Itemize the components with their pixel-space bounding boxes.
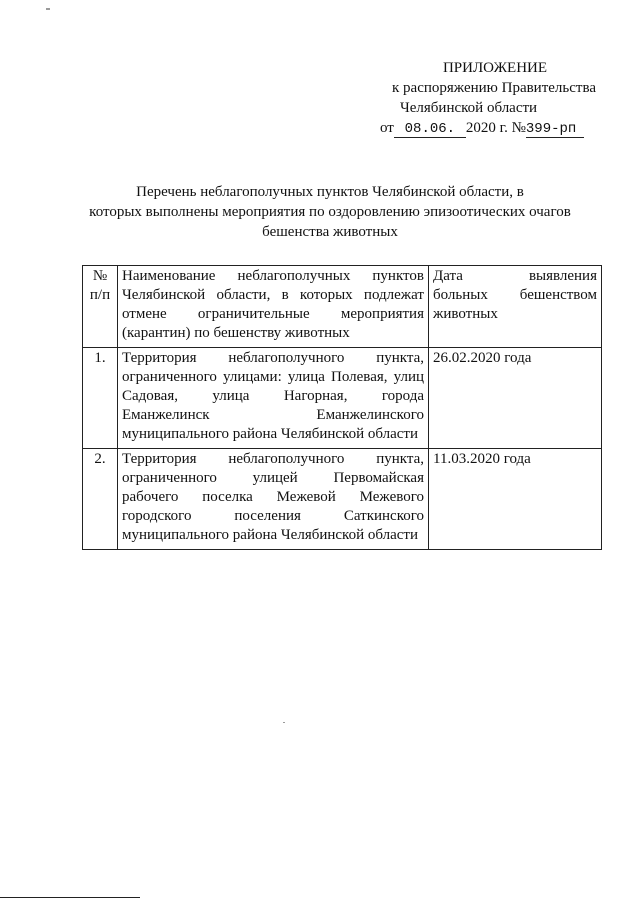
appendix-header (360, 58, 610, 138)
appendix-title: ПРИЛОЖЕНИЕ (442, 60, 548, 76)
header-name-line: Челябинской области, в которых подлежат (122, 287, 424, 303)
row-name-line: рабочего поселка Межевой Межевого (122, 489, 424, 505)
footer-divider (0, 897, 140, 898)
row-name-line: Территория неблагополучного пункта, (122, 451, 424, 467)
row-name-line: Садовая, улица Нагорная, города (122, 388, 424, 404)
order-year: 2020 г. № (465, 120, 526, 136)
document-title-line: бешенства животных (262, 224, 398, 240)
document-title-line: Перечень неблагополучных пунктов Челябинской области, в (136, 184, 524, 200)
header-name-line: (карантин) по бешенству животных (122, 325, 350, 341)
order-number: 399-рп (526, 121, 584, 138)
points-table (82, 265, 602, 550)
row-name-line: городского поселения Саткинского (122, 508, 424, 524)
table-row (83, 449, 602, 550)
scan-speck (46, 8, 50, 10)
document-title-line: которых выполнены мероприятия по оздоровлению эпизоотических очагов (89, 204, 571, 220)
scan-speck (283, 722, 285, 723)
table-header-row (83, 266, 602, 348)
header-num-cell (83, 266, 118, 348)
row-name-cell (118, 449, 429, 550)
row-name-cell (118, 348, 429, 449)
from-prefix: от (380, 120, 394, 136)
header-date-line: Дата выявления (433, 268, 597, 284)
header-num-label: п/п (89, 287, 111, 303)
header-name-line: отмене ограничительные мероприятия (122, 306, 424, 322)
header-date-line: больных бешенством (433, 287, 597, 303)
header-name-cell (118, 266, 429, 348)
header-name-line: Наименование неблагополучных пунктов (122, 268, 424, 284)
row-name-line: Еманжелинск Еманжелинского (122, 407, 424, 423)
appendix-line-order: к распоряжению Правительства (392, 80, 597, 96)
row-name-line: муниципального района Челябинской области (122, 527, 419, 543)
appendix-line-region: Челябинской области (400, 100, 538, 116)
row-name-line: ограниченного улицей Первомайская (122, 470, 424, 486)
header-date-line: животных (433, 306, 498, 322)
header-num-label: № (92, 268, 108, 284)
table-row (83, 348, 602, 449)
header-date-cell (429, 266, 602, 348)
row-date: 11.03.2020 года (429, 449, 602, 550)
row-name-line: Территория неблагополучного пункта, (122, 350, 424, 366)
document-title (70, 182, 590, 242)
row-name-line: муниципального района Челябинской области (122, 426, 419, 442)
row-num: 1. (83, 348, 118, 449)
order-date: 08.06. (394, 121, 466, 138)
appendix-date-number-line (360, 118, 610, 138)
row-date: 26.02.2020 года (429, 348, 602, 449)
row-num: 2. (83, 449, 118, 550)
row-name-line: ограниченного улицами: улица Полевая, улиц (122, 369, 424, 385)
